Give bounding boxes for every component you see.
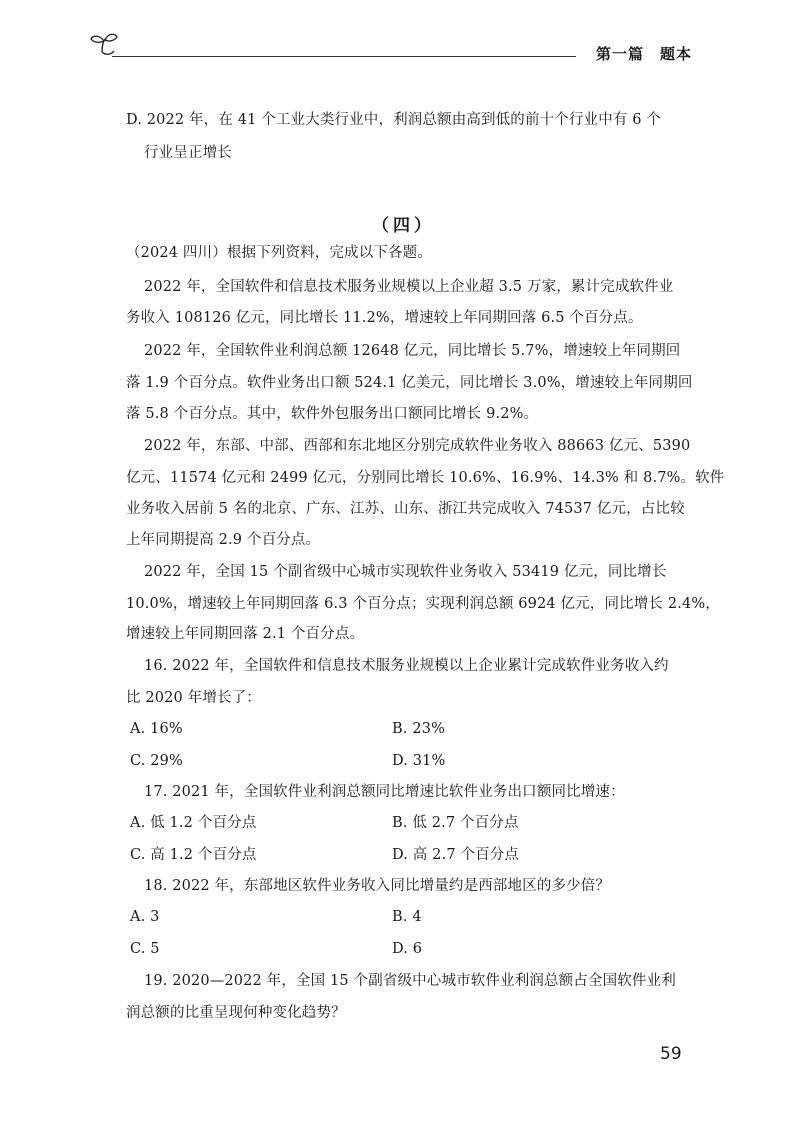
q19-stem-line1: 19. 2020—2022 年，全国 15 个副省级中心城市软件业利润总额占全国软件业利 xyxy=(144,973,676,989)
passage-p4-line3: 增速较上年同期回落 2.1 个百分点。 xyxy=(126,626,365,642)
q18-option-d: D. 6 xyxy=(392,941,423,957)
q17-option-a: A. 低 1.2 个百分点 xyxy=(130,815,257,831)
q18-stem: 18. 2022 年，东部地区软件业务收入同比增量约是西部地区的多少倍？ xyxy=(144,878,611,894)
passage-p3-line3: 业务收入居前 5 名的北京、广东、江苏、山东、浙江共完成收入 74537 亿元，占比较 xyxy=(126,501,685,517)
page-number: 59 xyxy=(660,1044,682,1064)
passage-p3-line2: 亿元、11574 亿元和 2499 亿元，分别同比增长 10.6%、16.9%、14.3% 和 8.7%。软件 xyxy=(126,470,725,486)
passage-p3-line4: 上年同期提高 2.9 个百分点。 xyxy=(126,532,321,548)
section-intro: （2024 四川）根据下列资料，完成以下各题。 xyxy=(126,245,432,261)
q17-stem: 17. 2021 年，全国软件业利润总额同比增速比软件业务出口额同比增速： xyxy=(144,784,625,800)
section-title: （四） xyxy=(372,216,435,236)
q18-option-c: C. 5 xyxy=(130,941,160,957)
header-title: 第一篇 题本 xyxy=(596,45,693,63)
passage-p4-line2: 10.0%，增速较上年同期回落 6.3 个百分点；实现利润总额 6924 亿元，同比增长 2.4%， xyxy=(126,596,720,612)
q16-option-c: C. 29% xyxy=(130,753,183,769)
q18-option-b: B. 4 xyxy=(392,909,422,925)
passage-p4-line1: 2022 年，全国 15 个副省级中心城市实现软件业务收入 53419 亿元，同比增长 xyxy=(144,564,667,580)
q16-stem-line1: 16. 2022 年，全国软件和信息技术服务业规模以上企业累计完成软件业务收入约 xyxy=(144,658,669,674)
passage-p2-line3: 落 5.8 个百分点。其中，软件外包服务出口额同比增长 9.2%。 xyxy=(126,406,539,422)
q17-option-c: C. 高 1.2 个百分点 xyxy=(130,847,257,863)
passage-p1-line2: 务收入 108126 亿元，同比增长 11.2%，增速较上年同期回落 6.5 个百分点。 xyxy=(126,310,643,326)
prev-option-d-line1: D. 2022 年，在 41 个工业大类行业中，利润总额由高到低的前十个行业中有 6 个 xyxy=(126,112,662,128)
q19-stem-line2: 润总额的比重呈现何种变化趋势？ xyxy=(126,1005,346,1021)
q16-stem-line2: 比 2020 年增长了： xyxy=(126,690,261,706)
q16-option-b: B. 23% xyxy=(392,721,446,737)
passage-p2-line1: 2022 年，全国软件业利润总额 12648 亿元，同比增长 5.7%，增速较上年同期回 xyxy=(144,343,681,359)
passage-p3-line1: 2022 年，东部、中部、西部和东北地区分别完成软件业务收入 88663 亿元、5390 xyxy=(144,438,691,454)
prev-option-d-line2: 行业呈正增长 xyxy=(144,145,232,161)
passage-p1-line1: 2022 年，全国软件和信息技术服务业规模以上企业超 3.5 万家，累计完成软件业 xyxy=(144,279,674,295)
q18-option-a: A. 3 xyxy=(130,909,160,925)
passage-p2-line2: 落 1.9 个百分点。软件业务出口额 524.1 亿美元，同比增长 3.0%，增速较上年同期回 xyxy=(126,375,693,391)
q17-option-d: D. 高 2.7 个百分点 xyxy=(392,847,520,863)
q16-option-a: A. 16% xyxy=(130,721,183,737)
q16-option-d: D. 31% xyxy=(392,753,446,769)
leaf-logo-icon xyxy=(88,30,120,56)
q17-option-b: B. 低 2.7 个百分点 xyxy=(392,815,519,831)
header-rule xyxy=(112,56,576,57)
